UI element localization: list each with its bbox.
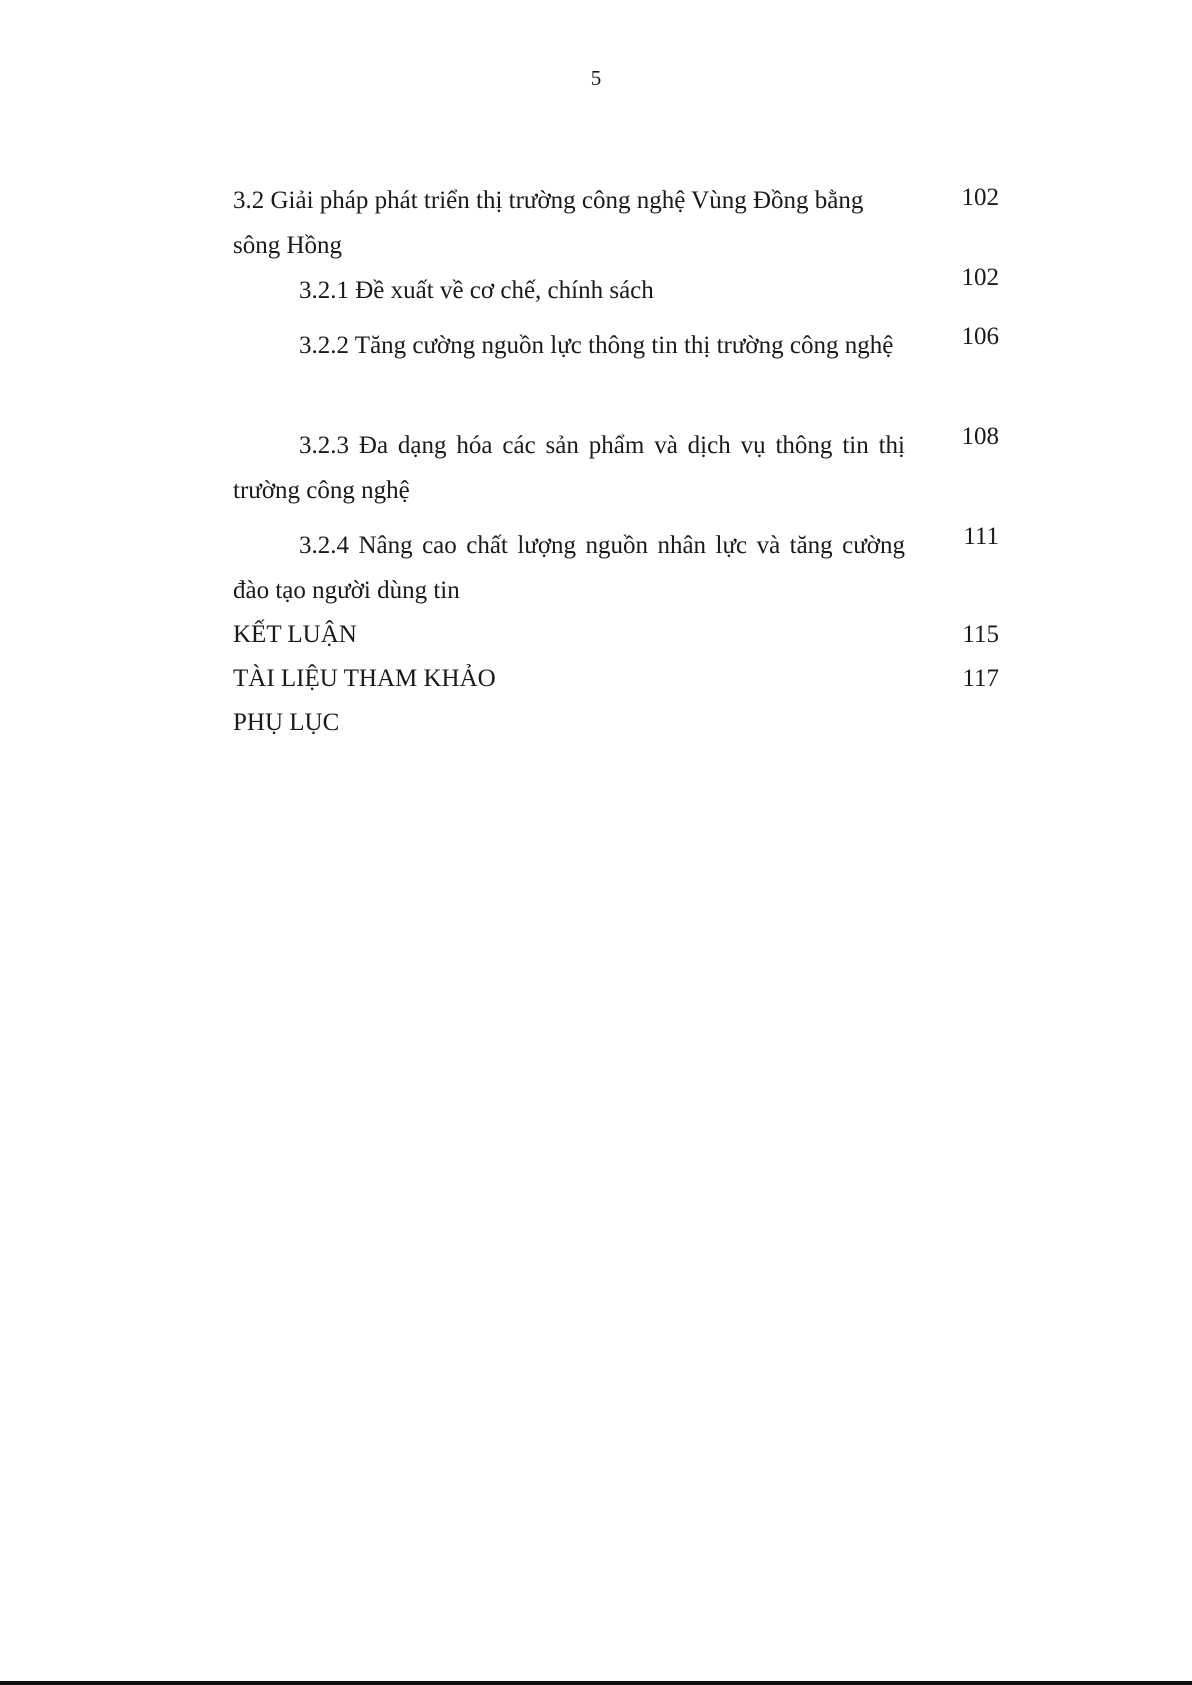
toc-entry-title: PHỤ LỤC [233,709,340,736]
scan-edge-strip [0,1681,1192,1685]
toc-entry-title: KẾT LUẬN [233,621,357,648]
toc-entry-title: TÀI LIỆU THAM KHẢO [233,665,496,692]
toc-entry-appendix [233,701,999,745]
toc-entry-3-2 [233,178,999,268]
toc-entry-title: 3.2.2 Tăng cường nguồn lực thông tin thị trường công nghệ [299,332,894,359]
page-number: 5 [590,66,602,90]
toc-entry-page: 106 [961,323,999,350]
toc-entry-3-2-1 [233,264,999,323]
toc-entry-3-2-2 [233,323,999,423]
toc-entry-conclusion [233,613,999,657]
toc-entry-references [233,657,999,701]
toc-entry-title: 3.2.3 Đa dạng hóa các sản phẩm và dịch vụ thông tin thị trường công nghệ [233,432,905,504]
toc-entry-page: 117 [962,665,999,692]
toc-entry-page: 102 [961,264,999,291]
toc-entry-page: 115 [962,621,999,648]
table-of-contents [233,178,999,745]
toc-entry-title: 3.2.1 Đề xuất về cơ chế, chính sách [299,277,654,304]
toc-entry-3-2-4 [233,523,999,613]
toc-entry-title: 3.2 Giải pháp phát triển thị trường công nghệ Vùng Đồng bằng sông Hồng [233,187,864,259]
toc-entry-page: 108 [961,423,999,450]
toc-entry-3-2-3 [233,423,999,523]
toc-entry-title: 3.2.4 Nâng cao chất lượng nguồn nhân lực và tăng cường đào tạo người dùng tin [233,532,905,604]
toc-entry-page: 111 [963,523,999,550]
toc-entry-page: 102 [961,184,999,211]
